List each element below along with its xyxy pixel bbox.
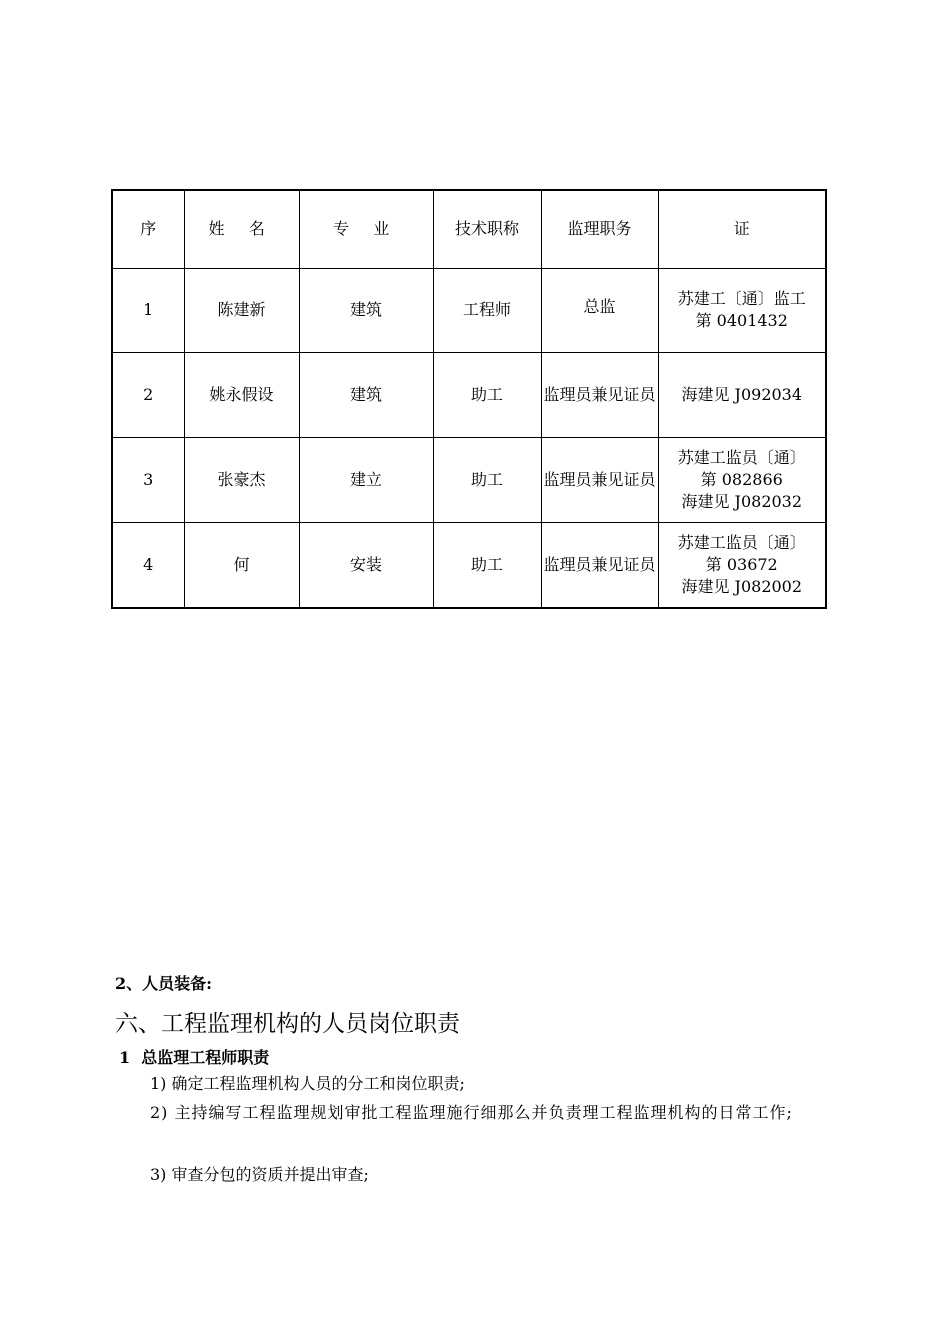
cell-major: 安装 [299, 522, 433, 608]
cell-no: 3 [112, 437, 184, 522]
cell-name: 陈建新 [184, 268, 299, 352]
cell-no: 1 [112, 268, 184, 352]
cell-role: 监理员兼见证员 [541, 437, 658, 522]
cell-role: 监理员兼见证员 [541, 352, 658, 437]
header-cert: 证 [658, 190, 826, 268]
cert-line: 苏建工〔通〕监工 [677, 289, 806, 308]
cell-title: 工程师 [433, 268, 541, 352]
cert-line: 第 03672 [705, 554, 778, 574]
duty-item: 3) 审查分包的资质并提出审查; [150, 1165, 369, 1184]
header-title: 技术职称 [433, 190, 541, 268]
cell-no: 2 [112, 352, 184, 437]
header-major: 专 业 [299, 190, 433, 268]
cell-title: 助工 [433, 522, 541, 608]
table-header-row [112, 190, 826, 268]
cell-major: 建立 [299, 437, 433, 522]
cell-title: 助工 [433, 437, 541, 522]
cell-role: 监理员兼见证员 [541, 522, 658, 608]
cert-line: 海建见 J082032 [681, 491, 803, 511]
cell-major: 建筑 [299, 268, 433, 352]
cert-line: 第 0401432 [695, 311, 788, 330]
main-heading: 六、工程监理机构的人员岗位职责 [115, 1011, 460, 1037]
cert-line: 第 082866 [700, 469, 783, 489]
staff-table [111, 189, 827, 609]
header-no: 序 [112, 190, 184, 268]
cert-line: 苏建工监员〔通〕 [677, 447, 806, 467]
cell-role: 总监 [541, 268, 658, 352]
cert-line: 海建见 J092034 [681, 384, 803, 404]
cell-cert [658, 352, 826, 437]
cell-cert [658, 437, 826, 522]
cell-no: 4 [112, 522, 184, 608]
cell-cert [658, 268, 826, 352]
header-role: 监理职务 [541, 190, 658, 268]
cell-name: 姚永假设 [184, 352, 299, 437]
table-row [112, 437, 826, 522]
duty-heading: 1 总监理工程师职责 [119, 1048, 270, 1067]
table-row [112, 268, 826, 352]
sub-heading: 2、人员装备: [115, 974, 213, 993]
cell-name: 张豪杰 [184, 437, 299, 522]
cell-cert [658, 522, 826, 608]
cert-line: 海建见 J082002 [681, 576, 803, 596]
header-name: 姓 名 [184, 190, 299, 268]
cell-major: 建筑 [299, 352, 433, 437]
duty-item: 2) 主持编写工程监理规划审批工程监理施行细那么并负责理工程监理机构的日常工作; [150, 1103, 793, 1122]
cell-name: 何 [184, 522, 299, 608]
cell-title: 助工 [433, 352, 541, 437]
table-row [112, 522, 826, 608]
duty-item: 1) 确定工程监理机构人员的分工和岗位职责; [150, 1074, 465, 1093]
table-row [112, 352, 826, 437]
cert-line: 苏建工监员〔通〕 [677, 532, 806, 552]
